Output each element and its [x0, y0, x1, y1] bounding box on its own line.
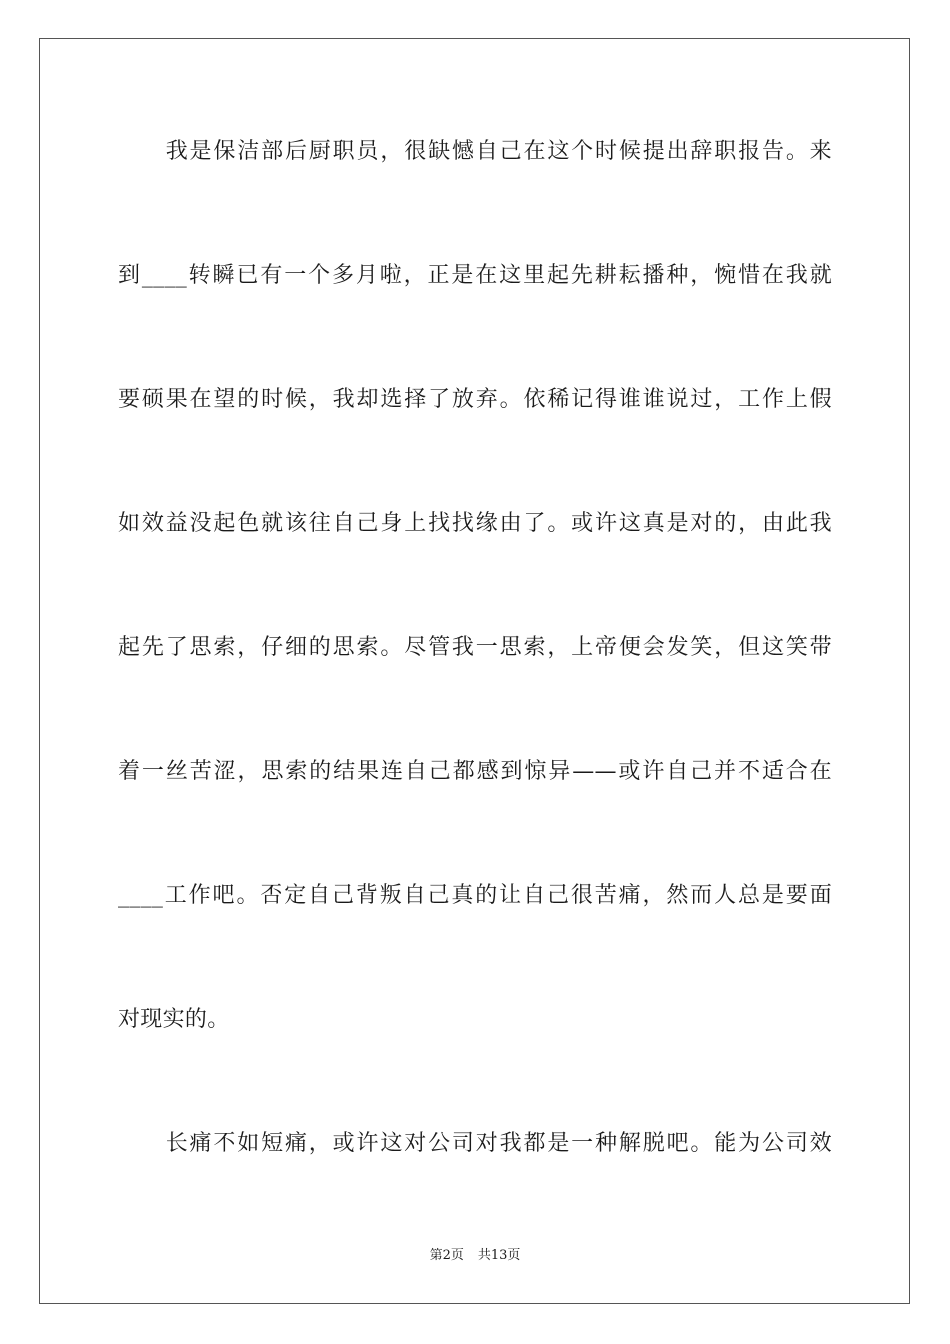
paragraph-1-line-7: ____工作吧。否定自己背叛自己真的让自己很苦痛，然而人总是要面 [118, 883, 832, 908]
paragraph-1-line-4: 如效益没起色就该往自己身上找找缘由了。或许这真是对的，由此我 [118, 511, 832, 536]
page-total: 共13页 [477, 1248, 521, 1263]
paragraph-1-line-1: 我是保洁部后厨职员，很缺憾自己在这个时候提出辞职报告。来 [118, 139, 832, 164]
page-number: 第2页 [429, 1248, 464, 1263]
page-border [39, 38, 910, 1304]
paragraph-1-line-8: 对现实的。 [118, 1007, 230, 1032]
paragraph-1-line-6: 着一丝苦涩，思索的结果连自己都感到惊异——或许自己并不适合在 [118, 759, 832, 784]
page-footer [0, 1247, 950, 1265]
paragraph-1-line-3: 要硕果在望的时候，我却选择了放弃。依稀记得谁谁说过，工作上假 [118, 387, 832, 412]
paragraph-1-line-2: 到____转瞬已有一个多月啦，正是在这里起先耕耘播种，惋惜在我就 [118, 263, 832, 288]
paragraph-1-line-5: 起先了思索，仔细的思索。尽管我一思索，上帝便会发笑，但这笑带 [118, 635, 832, 660]
paragraph-2-line-1: 长痛不如短痛，或许这对公司对我都是一种解脱吧。能为公司效 [118, 1131, 832, 1156]
